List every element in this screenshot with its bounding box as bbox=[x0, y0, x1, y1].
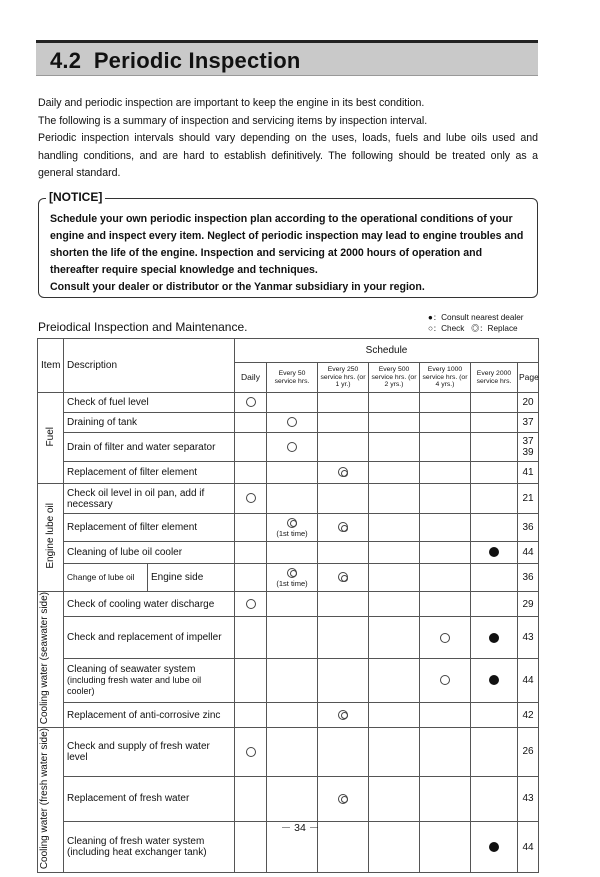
row-desc: Check oil level in oil pan, add if necessary bbox=[64, 484, 235, 514]
row-desc: Replacement of anti-corrosive zinc bbox=[64, 702, 235, 728]
row-desc: Cleaning of lube oil cooler bbox=[64, 542, 235, 564]
table-row bbox=[38, 702, 539, 728]
group-seawater-label: Cooling water (seawater side) bbox=[38, 592, 50, 725]
consult-dealer-icon bbox=[489, 547, 499, 557]
row-desc bbox=[64, 659, 235, 702]
cell-250h bbox=[318, 564, 369, 592]
intro-paragraph-3: Periodic inspection intervals should vary depending on the uses, loads, fuels and lube oils used and handling conditions, and are hard to establish definitively. The following should be treated only as a general standard. bbox=[38, 132, 538, 180]
check-icon bbox=[287, 442, 297, 452]
cell-1000h bbox=[420, 617, 471, 659]
row-desc: Drain of filter and water separator bbox=[64, 433, 235, 462]
check-icon bbox=[440, 633, 450, 643]
row-page: 44 bbox=[518, 542, 539, 564]
header-500h: Every 500 service hrs. (or 2 yrs.) bbox=[369, 363, 420, 393]
table-row bbox=[38, 776, 539, 821]
replace-icon bbox=[338, 522, 348, 532]
section-title bbox=[50, 48, 301, 74]
header-description: Description bbox=[64, 339, 235, 393]
cell-50h bbox=[267, 564, 318, 592]
group-fuel bbox=[38, 393, 64, 484]
consult-dealer-icon bbox=[489, 675, 499, 685]
replace-icon bbox=[338, 794, 348, 804]
row-desc: Change of lube oil bbox=[64, 564, 148, 592]
table-row bbox=[38, 433, 539, 462]
intro-paragraph-2: The following is a summary of inspection and servicing items by inspection interval. bbox=[38, 114, 428, 127]
inspection-table bbox=[37, 338, 539, 873]
cell-daily bbox=[235, 484, 267, 514]
group-fresh bbox=[38, 728, 64, 873]
first-time-note: (1st time) bbox=[276, 578, 308, 588]
check-icon bbox=[246, 599, 256, 609]
section-title-text: Periodic Inspection bbox=[93, 48, 301, 73]
cell-1000h bbox=[420, 659, 471, 702]
check-icon bbox=[246, 493, 256, 503]
cell-250h bbox=[318, 702, 369, 728]
cell-50h bbox=[267, 413, 318, 433]
intro-paragraph-1: Daily and periodic inspection are important to keep the engine in its best condition. bbox=[38, 97, 425, 109]
row-subdesc: Engine side bbox=[148, 564, 235, 592]
table-row bbox=[38, 484, 539, 514]
cell-daily bbox=[235, 393, 267, 413]
check-icon bbox=[246, 397, 256, 407]
row-desc: Replacement of filter element bbox=[64, 514, 235, 542]
header-schedule: Schedule bbox=[235, 339, 539, 363]
section-number: 4.2 bbox=[50, 48, 82, 73]
row-desc-note: (including fresh water and lube oil cooler) bbox=[67, 675, 202, 697]
symbol-legend bbox=[428, 313, 524, 334]
group-seawater bbox=[38, 592, 64, 728]
cell-50h bbox=[267, 514, 318, 542]
consult-dealer-icon bbox=[489, 633, 499, 643]
header-250h: Every 250 service hrs. (or 1 yr.) bbox=[318, 363, 369, 393]
legend-check-replace bbox=[428, 324, 524, 335]
table-row bbox=[38, 617, 539, 659]
notice-text bbox=[50, 211, 528, 296]
cell-daily bbox=[235, 592, 267, 617]
header-1000h: Every 1000 service hrs. (or 4 yrs.) bbox=[420, 363, 471, 393]
row-page: 36 bbox=[518, 514, 539, 542]
table-row bbox=[38, 462, 539, 484]
row-desc: Check and replacement of impeller bbox=[64, 617, 235, 659]
row-page: 42 bbox=[518, 702, 539, 728]
row-page: 44 bbox=[518, 659, 539, 702]
row-desc: Draining of tank bbox=[64, 413, 235, 433]
table-row bbox=[38, 564, 539, 592]
check-icon bbox=[440, 675, 450, 685]
section-title-bar bbox=[36, 40, 538, 76]
page-number: － 34 － bbox=[280, 822, 320, 834]
cell-2000h bbox=[471, 542, 518, 564]
row-page: 43 bbox=[518, 776, 539, 821]
group-lube-label: Engine lube oil bbox=[45, 503, 56, 569]
row-desc: Cleaning of fresh water system (including heat exchanger tank) bbox=[64, 821, 235, 873]
table-row bbox=[38, 542, 539, 564]
intro-text bbox=[38, 95, 538, 183]
row-page: 21 bbox=[518, 484, 539, 514]
legend-replace: ◎：Replace bbox=[471, 323, 518, 333]
table-row bbox=[38, 592, 539, 617]
row-desc: Check and supply of fresh water level bbox=[64, 728, 235, 776]
row-page: 37 bbox=[518, 413, 539, 433]
notice-label: [NOTICE] bbox=[46, 190, 105, 204]
group-fuel-label: Fuel bbox=[45, 426, 56, 447]
row-page: 44 bbox=[518, 821, 539, 873]
cell-250h bbox=[318, 514, 369, 542]
table-row bbox=[38, 393, 539, 413]
check-icon bbox=[246, 747, 256, 757]
group-fresh-label: Cooling water (fresh water side) bbox=[38, 728, 50, 870]
table-row bbox=[38, 413, 539, 433]
header-item: Item bbox=[38, 339, 64, 393]
replace-icon bbox=[287, 568, 297, 578]
cell-250h bbox=[318, 776, 369, 821]
row-page: 29 bbox=[518, 592, 539, 617]
row-desc: Replacement of fresh water bbox=[64, 776, 235, 821]
row-page: 20 bbox=[518, 393, 539, 413]
notice-consult: Consult your dealer or distributor or the Yanmar subsidiary in your region. bbox=[50, 281, 425, 293]
row-desc: Replacement of filter element bbox=[64, 462, 235, 484]
cell-50h bbox=[267, 433, 318, 462]
row-page: 41 bbox=[518, 462, 539, 484]
header-2000h: Every 2000 service hrs. bbox=[471, 363, 518, 393]
row-page: 37 39 bbox=[518, 433, 539, 462]
cell-250h bbox=[318, 462, 369, 484]
table-row bbox=[38, 659, 539, 702]
row-page: 43 bbox=[518, 617, 539, 659]
row-desc-main: Cleaning of seawater system bbox=[67, 664, 196, 676]
cell-2000h bbox=[471, 617, 518, 659]
header-page: Page bbox=[518, 363, 539, 393]
check-icon bbox=[287, 417, 297, 427]
header-daily: Daily bbox=[235, 363, 267, 393]
row-page: 36 bbox=[518, 564, 539, 592]
group-lube bbox=[38, 484, 64, 592]
table-row bbox=[38, 514, 539, 542]
cell-2000h bbox=[471, 659, 518, 702]
replace-icon bbox=[338, 710, 348, 720]
legend-consult: ●：Consult nearest dealer bbox=[428, 313, 524, 322]
table-row bbox=[38, 728, 539, 776]
notice-body: Schedule your own periodic inspection plan according to the operational conditions of your engine and inspect every item. Neglect of periodic inspection may lead to engine troubles and shorten the life of the engine. Inspection and servicing at 2000 hours of operation and thereafter require special knowledge and techniques. bbox=[50, 213, 524, 276]
consult-dealer-icon bbox=[489, 842, 499, 852]
replace-icon bbox=[338, 572, 348, 582]
row-desc: Check of cooling water discharge bbox=[64, 592, 235, 617]
replace-icon bbox=[338, 467, 348, 477]
table-title: Preiodical Inspection and Maintenance. bbox=[38, 320, 248, 334]
cell-daily bbox=[235, 728, 267, 776]
first-time-note: (1st time) bbox=[276, 528, 308, 538]
row-page: 26 bbox=[518, 728, 539, 776]
legend-check: ○：Check bbox=[428, 323, 465, 333]
header-50h: Every 50 service hrs. bbox=[267, 363, 318, 393]
replace-icon bbox=[287, 518, 297, 528]
row-desc: Check of fuel level bbox=[64, 393, 235, 413]
